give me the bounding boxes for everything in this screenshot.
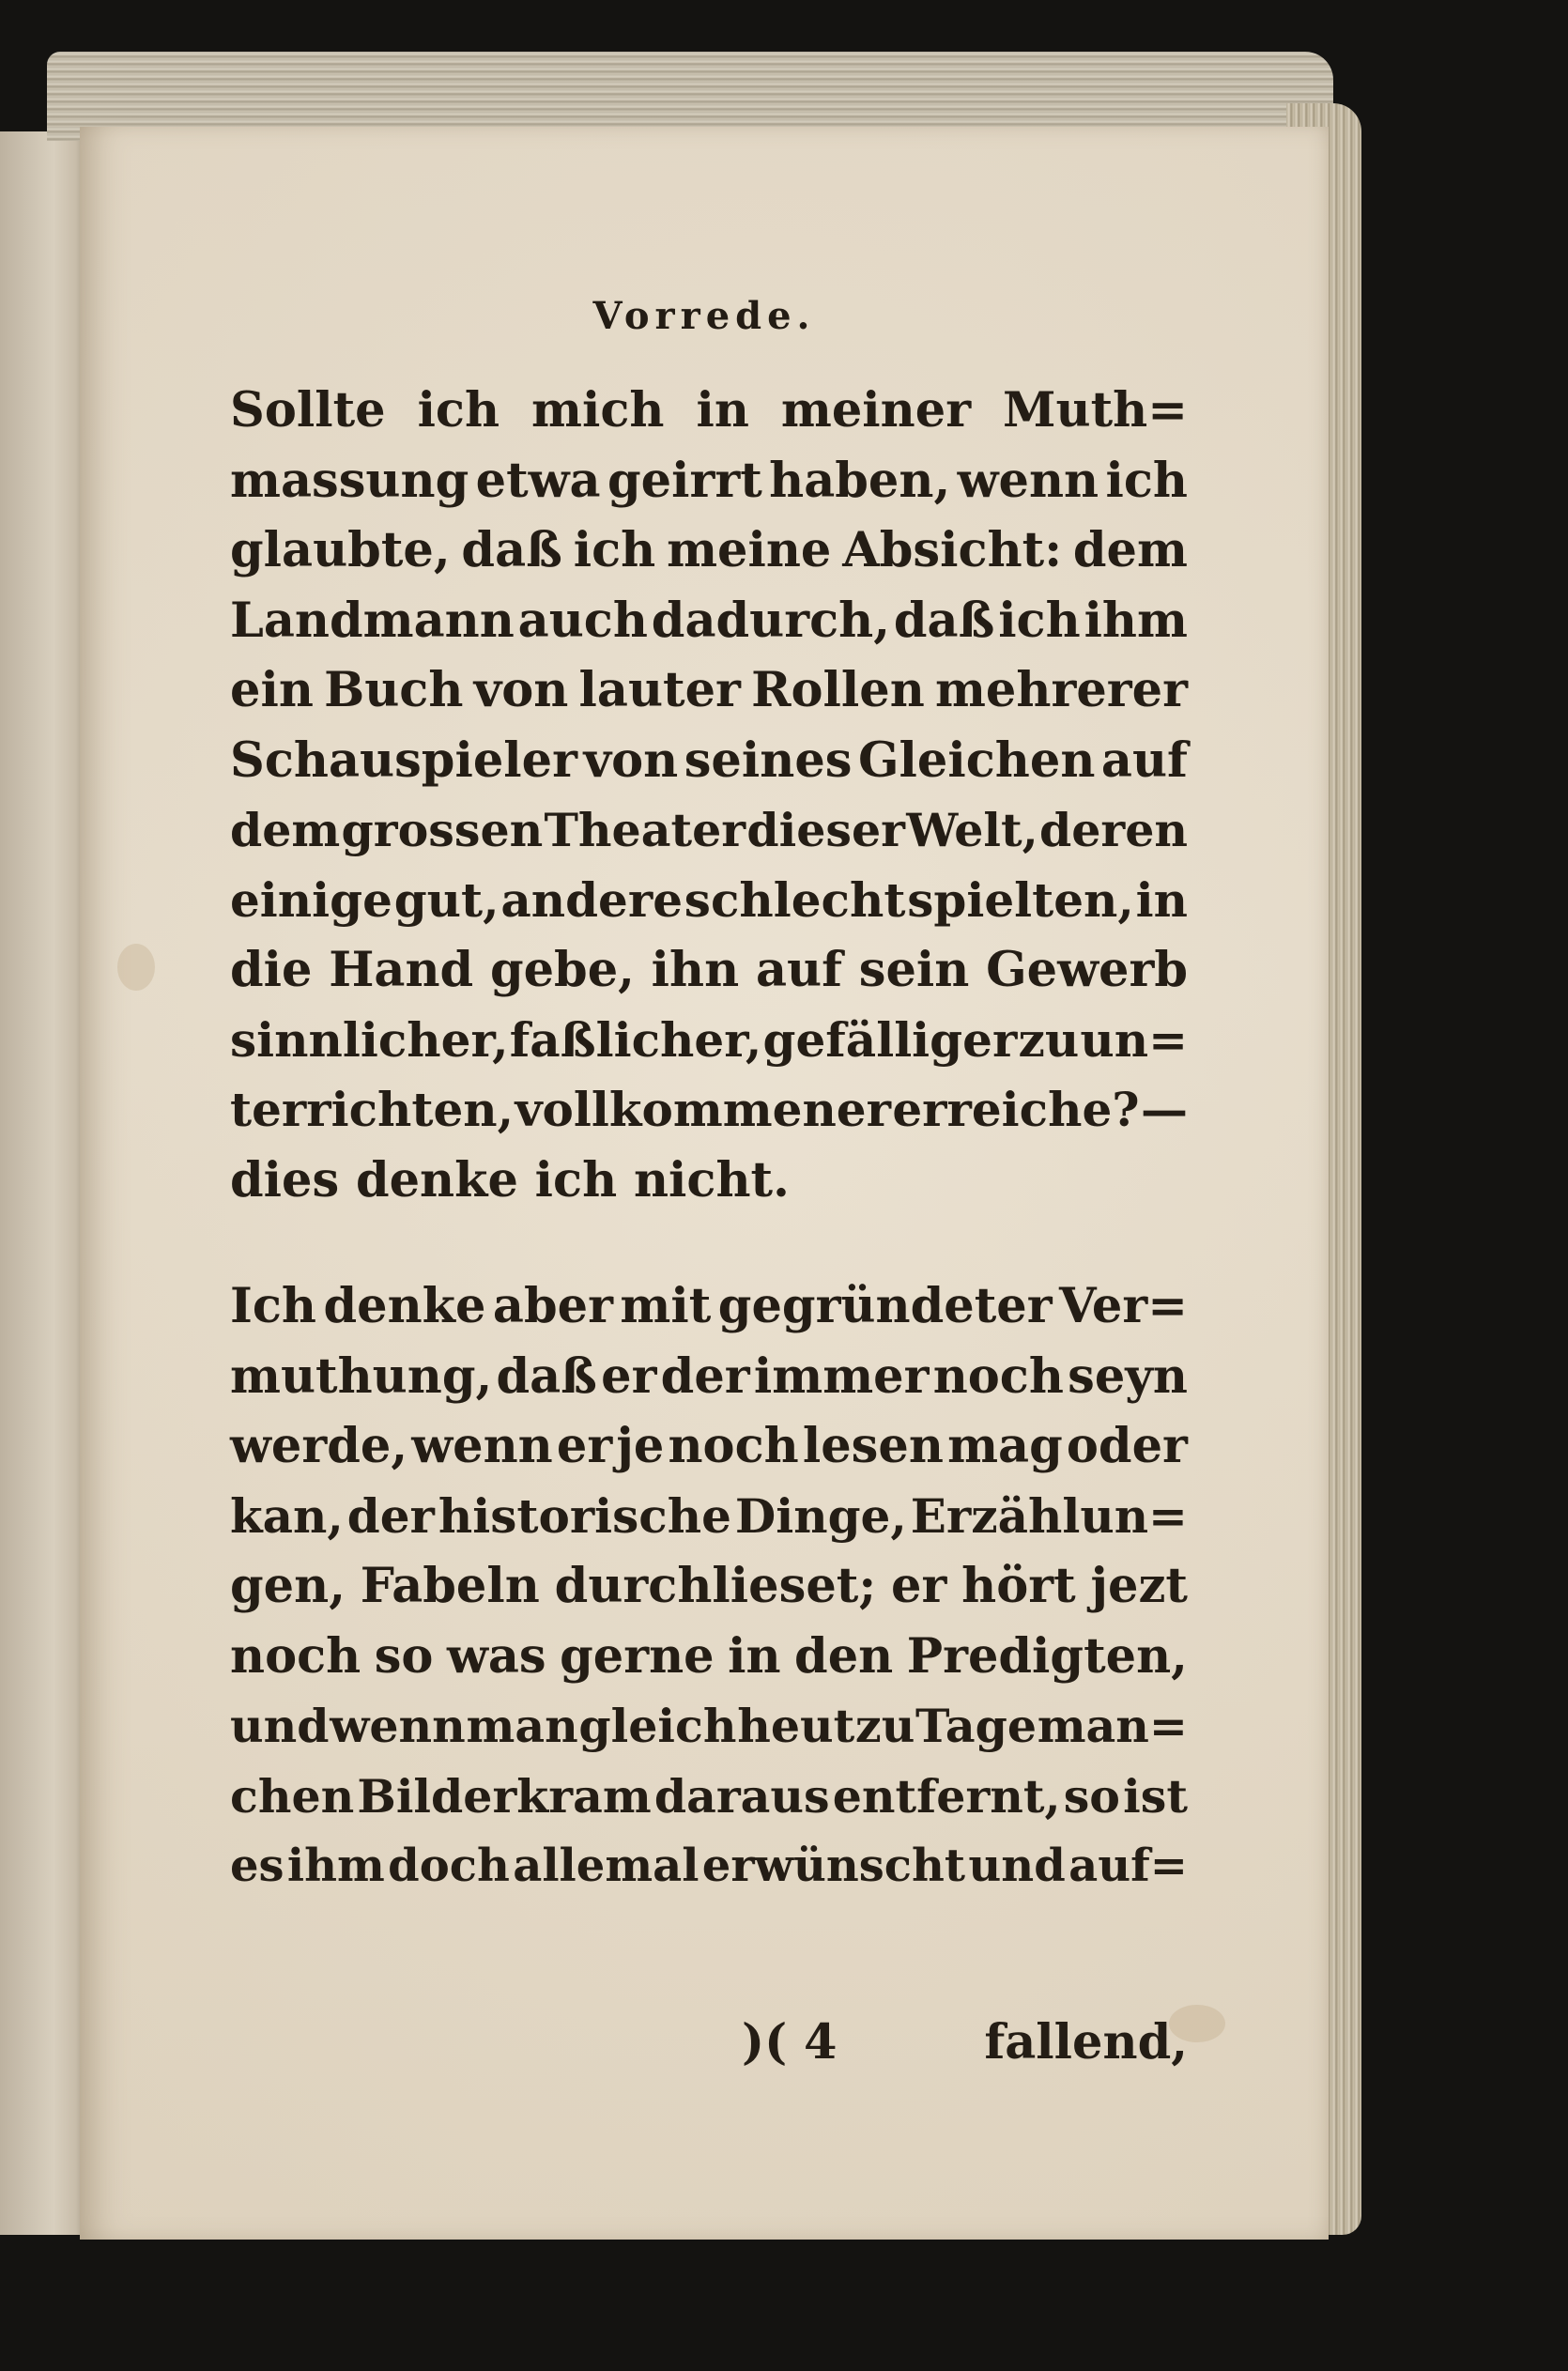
body-text bbox=[230, 376, 1188, 1901]
catchword: fallend, bbox=[984, 2014, 1188, 2071]
paragraph-1 bbox=[230, 376, 1188, 1215]
text-line: Sollte ich mich in meiner Muth= bbox=[230, 382, 1188, 439]
adjacent-page-edge bbox=[0, 131, 89, 2235]
text-line: dem grossen Theater dieser Welt, deren bbox=[230, 803, 1188, 857]
text-line: kan, der historische Dinge, Erzählun= bbox=[230, 1487, 1188, 1544]
text-line: es ihm doch allemal erwünscht und auf= bbox=[230, 1840, 1188, 1892]
text-line: Ich denke aber mit gegründeter Ver= bbox=[230, 1278, 1188, 1334]
text-line: sinnlicher, faßlicher, gefälliger zu un= bbox=[230, 1011, 1188, 1068]
text-line: werde, wenn er je noch lesen mag oder bbox=[230, 1418, 1188, 1474]
text-line: glaubte, daß ich meine Absicht: dem bbox=[230, 522, 1188, 578]
book-page bbox=[80, 127, 1329, 2240]
text-line: Schauspieler von seines Gleichen auf bbox=[230, 731, 1188, 789]
text-line: die Hand gebe, ihn auf sein Gewerb bbox=[230, 942, 1188, 998]
text-line: muthung, daß er der immer noch seyn bbox=[230, 1347, 1188, 1405]
paragraph-2 bbox=[230, 1271, 1188, 1901]
text-line: terrichten, vollkommener erreiche? — bbox=[230, 1082, 1188, 1137]
text-line: Landmann auch dadurch, daß ich ihm bbox=[230, 592, 1188, 649]
signature-mark: )( 4 bbox=[742, 2014, 838, 2071]
text-line: noch so was gerne in den Predigten, bbox=[230, 1627, 1188, 1685]
text-line: und wenn man gleich heut zu Tage man= bbox=[230, 1699, 1188, 1753]
page-footer bbox=[230, 2014, 1188, 2089]
text-line: ein Buch von lauter Rollen mehrerer bbox=[230, 662, 1188, 718]
running-head: Vorrede. bbox=[592, 294, 816, 338]
text-line: gen, Fabeln durchlieset; er hört jezt bbox=[230, 1558, 1188, 1614]
text-line: dies denke ich nicht. bbox=[230, 1151, 790, 1209]
paper-stain bbox=[117, 944, 155, 991]
text-line: chen Bilderkram daraus entfernt, so ist bbox=[230, 1768, 1188, 1824]
text-line: einige gut, andere schlecht spielten, in bbox=[230, 871, 1188, 928]
text-line: massung etwa geirrt haben, wenn ich bbox=[230, 452, 1188, 509]
